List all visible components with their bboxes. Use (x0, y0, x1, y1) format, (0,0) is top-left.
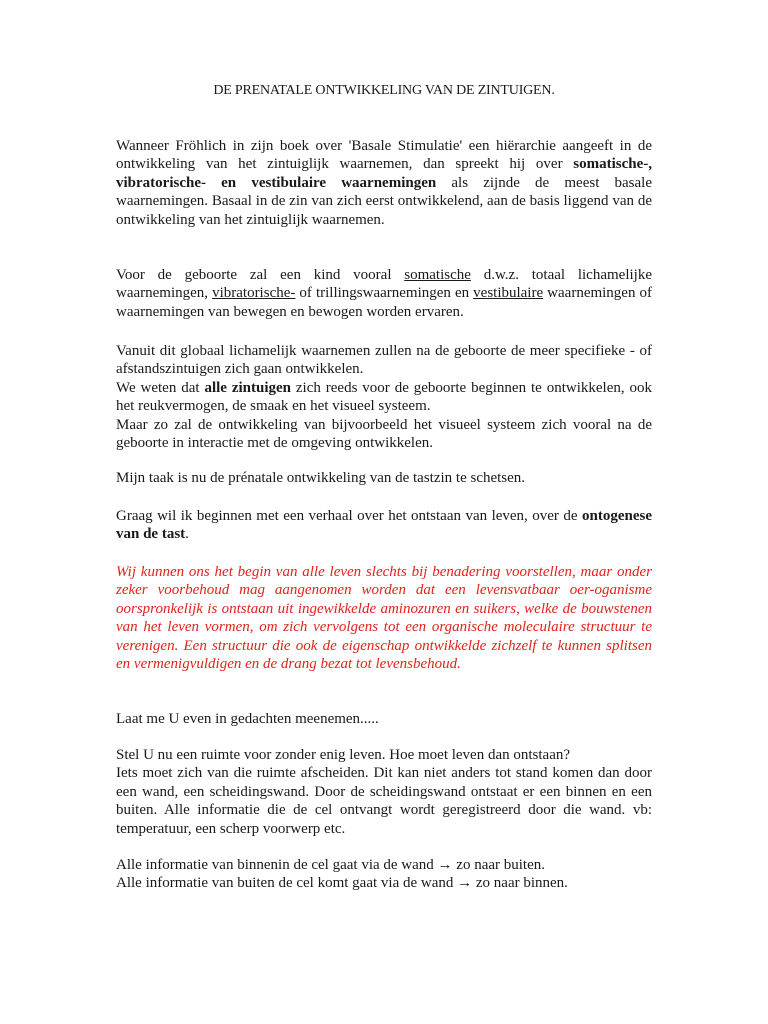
paragraph-alle-informatie (116, 856, 652, 893)
paragraph-basale-stimulatie (116, 137, 652, 229)
p2-text-g: waarnemingen of waarnemingen van bewegen en bewogen worden ervaren. (116, 285, 652, 320)
p3-line2-c: zich reeds voor de geboorte beginnen te ontwikkelen, ook het reukvermogen, de smaak en het visueel systeem. (116, 379, 652, 415)
p5-bold-ontogenese: ontogenese van de tast (116, 508, 652, 543)
paragraph-laat-me (116, 710, 652, 728)
document-title: DE PRENATALE ONTWIKKELING VAN DE ZINTUIGEN. (213, 83, 555, 98)
paragraph-mijn-taak (116, 469, 652, 487)
p2-underline-vibratorische: vibratorische- (212, 285, 296, 302)
p2-underline-vestibulaire: vestibulaire (473, 285, 544, 302)
p8-line2: Iets moet zich van die ruimte afscheiden. Dit kan niet anders tot stand komen dan door een wand, een scheidingswand. Door de scheidingswand ontstaat er een binnen en een buiten. Alle informatie die de cel ontvangt wordt geregistreerd door die wand. vb: temperatuur, een scherp voorwerp etc. (116, 765, 652, 837)
p8-line1: Stel U nu een ruimte voor zonder enig leven. Hoe moet leven dan ontstaan? (116, 747, 571, 763)
p3-line3: Maar zo zal de ontwikkeling van bijvoorbeeld het visueel systeem zich vooral na de geboorte in interactie met de omgeving ontwikkelen. (116, 416, 652, 452)
p6-text: Wij kunnen ons het begin van alle leven slechts bij benadering voorstellen, maar onder zeker voorbehoud mag aangenomen worden dat een levensvatbaar oer-oganisme oorspronkelijk is ontstaan uit ingewikkelde aminozuren en suikers, welke de bouwstenen van het leven vormen, om zich vervolgens tot een organische moleculaire structuur te verenigen. Een structuur die ook de eigenschap ontwikkelde zichzelf te kunnen splitsen en vermenigvuldigen en de drang bezat tot levensbehoud. (116, 564, 652, 673)
p2-text-c: d.w.z. totaal lichamelijke waarnemingen, (116, 267, 652, 302)
p2-text-e: of trillingswaarnemingen en (295, 285, 474, 302)
paragraph-vanuit-dit-globaal (116, 342, 652, 452)
p1-bold-waarnemingen: somatische-, vibratorische- en vestibulaire waarnemingen (116, 156, 652, 191)
paragraph-red-italic-quote (116, 563, 652, 673)
p3-line1: Vanuit dit globaal lichamelijk waarnemen zullen na de geboorte de meer specifieke - of afstandszintuigen zich gaan ontwikkelen. (116, 343, 652, 378)
p9-line1: Alle informatie van binnenin de cel gaat via de wand → zo naar buiten. (116, 857, 546, 873)
p3-line2-a: We weten dat (116, 379, 205, 396)
p5-text-a: Graag wil ik beginnen met een verhaal over het ontstaan van leven, over de (116, 508, 582, 524)
p2-underline-somatische: somatische (404, 267, 471, 283)
paragraph-graag-wil-ik (116, 507, 652, 544)
p2-text-a: Voor de geboorte zal een kind vooral (116, 267, 405, 283)
paragraph-stel-u-nu (116, 746, 652, 838)
p4-text: Mijn taak is nu de prénatale ontwikkeling van de tastzin te schetsen. (116, 470, 526, 486)
paragraph-voor-de-geboorte (116, 266, 652, 321)
p3-bold-alle-zintuigen: alle zintuigen (204, 379, 291, 396)
p5-text-c: . (185, 526, 189, 543)
p9-line2: Alle informatie van buiten de cel komt gaat via de wand → zo naar binnen. (116, 875, 568, 892)
p1-text-a: Wanneer Fröhlich in zijn boek over 'Basale Stimulatie' een hiërarchie aangeeft in de ontwikkeling van het zintuiglijk waarnemen, dan spreekt hij over (116, 138, 652, 173)
p7-text: Laat me U even in gedachten meenemen..... (116, 711, 379, 727)
p1-text-c: als zijnde de meest basale waarnemingen. Basaal in de zin van zich eerst ontwikkelend, aan de basis liggend van de ontwikkeling van het zintuiglijk waarnemen. (116, 174, 653, 228)
